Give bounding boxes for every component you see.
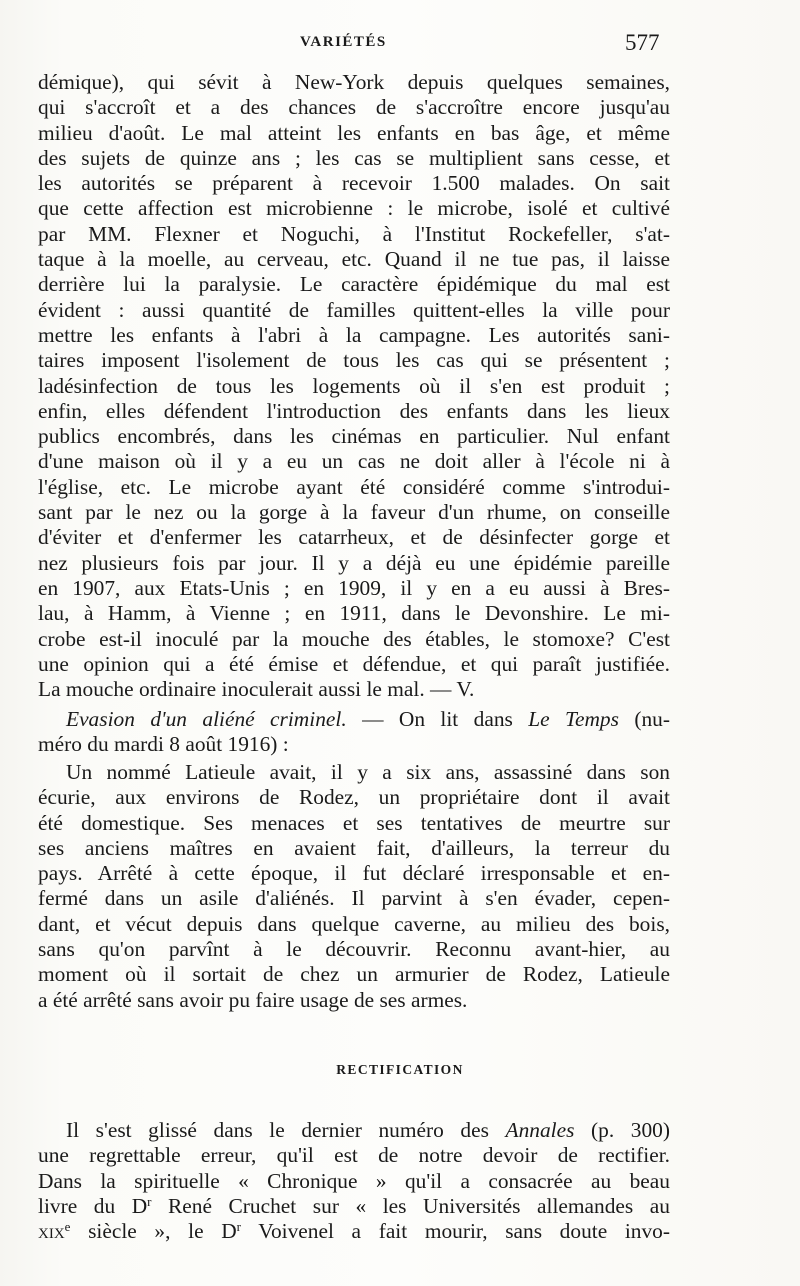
journal-name: Annales	[505, 1118, 575, 1142]
rectification-line5-mid: siècle », le D	[70, 1219, 237, 1244]
text-line: d'une maison où il y a eu un cas ne doit aller à l'école ni à	[38, 449, 670, 474]
text-line: évident : aussi quantité de familles quittent-elles la ville pour	[38, 297, 670, 322]
text-line: sans qu'on parvînt à le découvrir. Reconnu avant-hier, au	[38, 937, 670, 962]
text-line: une regrettable erreur, qu'il est de notre devoir de rectifier.	[38, 1143, 670, 1168]
text-line: fermé dans un asile d'aliénés. Il parvint à s'en évader, cepen-	[38, 886, 670, 911]
article-paragraph	[38, 70, 670, 702]
rectification-line4-start: livre du D	[38, 1193, 148, 1218]
rectification-line1-start: Il s'est glissé dans le dernier numéro des	[66, 1118, 506, 1142]
evasion-title: Evasion d'un aliéné criminel.	[66, 707, 347, 731]
text-line: publics encombrés, dans les cinémas en particulier. Nul enfant	[38, 424, 670, 449]
text-line: taires imposent l'isolement de tous les cas qui se présentent ;	[38, 348, 670, 373]
rectification-paragraph	[38, 1118, 670, 1244]
running-title: VARIÉTÉS	[300, 34, 387, 50]
rectification-line1-end: (p. 300)	[574, 1118, 670, 1142]
evasion-intro	[38, 707, 670, 758]
text-line: que cette affection est microbienne : le microbe, isolé et cultivé	[38, 196, 670, 221]
newspaper-name: Le Temps	[528, 707, 619, 731]
superscript: e	[64, 1219, 71, 1235]
text-line: méro du mardi 8 août 1916) :	[38, 732, 289, 757]
text-line	[38, 1194, 670, 1219]
text-line: l'église, etc. Le microbe ayant été considéré comme s'introdui-	[38, 474, 670, 499]
text-line	[38, 1118, 670, 1143]
text-line: dant, et vécut depuis dans quelque caverne, au milieu des bois,	[38, 911, 670, 936]
text-line: ladésinfection de tous les logements où il s'en est produit ;	[38, 373, 670, 398]
text-line: nez plusieurs fois par jour. Il y a déjà eu une épidémie pareille	[38, 550, 670, 575]
text-line: crobe est-il inoculé par la mouche des étables, le stomoxe? C'est	[38, 626, 670, 651]
text-line	[38, 1219, 670, 1244]
text-line: moment où il sortait de chez un armurier de Rodez, Latieule	[38, 962, 670, 987]
century-numeral: xix	[38, 1219, 65, 1244]
text-line: Un nommé Latieule avait, il y a six ans, assassiné dans son	[66, 760, 670, 784]
text-line: enfin, elles défendent l'introduction des enfants dans les lieux	[38, 398, 670, 423]
text-line: taque à la moelle, au cerveau, etc. Quand il ne tue pas, il laisse	[38, 247, 670, 272]
superscript: r	[236, 1219, 241, 1235]
text-line: les autorités se préparent à recevoir 1.500 malades. On sait	[38, 171, 670, 196]
evasion-intro-end: (nu-	[618, 707, 670, 731]
text-line: sant par le nez ou la gorge à la faveur d'un rhume, on conseille	[38, 500, 670, 525]
text-line: Dans la spirituelle « Chronique » qu'il a consacrée au beau	[38, 1168, 670, 1193]
rectification-line5-end: Voivenel a fait mourir, sans doute invo-	[241, 1219, 670, 1244]
text-line: derrière lui la paralysie. Le caractère épidémique du mal est	[38, 272, 670, 297]
evasion-quote	[38, 760, 670, 1013]
text-line: par MM. Flexner et Noguchi, à l'Institut Rockefeller, s'at-	[38, 221, 670, 246]
text-line: pays. Arrêté à cette époque, il fut déclaré irresponsable et en-	[38, 861, 670, 886]
text-line: ses anciens maîtres en avaient fait, d'ailleurs, la terreur du	[38, 835, 670, 860]
rectification-line4-end: René Cruchet sur « les Universités allemandes au	[151, 1193, 670, 1218]
text-line: d'éviter et d'enfermer les catarrheux, et de désinfecter gorge et	[38, 525, 670, 550]
text-line: été domestique. Ses menaces et ses tentatives de meurtre sur	[38, 810, 670, 835]
text-line: écurie, aux environs de Rodez, un propriétaire dont il avait	[38, 785, 670, 810]
page-number: 577	[625, 30, 660, 55]
text-line: La mouche ordinaire inoculerait aussi le mal. — V.	[38, 677, 475, 702]
text-line: qui s'accroît et a des chances de s'accroître encore jusqu'au	[38, 95, 670, 120]
text-line: lau, à Hamm, à Vienne ; en 1911, dans le Devonshire. Le mi-	[38, 601, 670, 626]
text-line: a été arrêté sans avoir pu faire usage de ses armes.	[38, 987, 468, 1012]
evasion-intro-text: — On lit dans	[346, 707, 529, 731]
running-head	[0, 30, 800, 58]
text-line: démique), qui sévit à New-York depuis quelques semaines,	[38, 70, 670, 94]
text-line	[38, 707, 670, 732]
text-line: en 1907, aux Etats-Unis ; en 1909, il y en a eu aussi à Bres-	[38, 575, 670, 600]
section-heading: RECTIFICATION	[336, 1062, 464, 1077]
text-line: milieu d'août. Le mal atteint les enfants en bas âge, et même	[38, 120, 670, 145]
superscript: r	[147, 1193, 152, 1209]
text-line: mettre les enfants à l'abri à la campagne. Les autorités sani-	[38, 322, 670, 347]
text-line: une opinion qui a été émise et défendue, et qui paraît justifiée.	[38, 651, 670, 676]
text-line: des sujets de quinze ans ; les cas se multiplient sans cesse, et	[38, 145, 670, 170]
